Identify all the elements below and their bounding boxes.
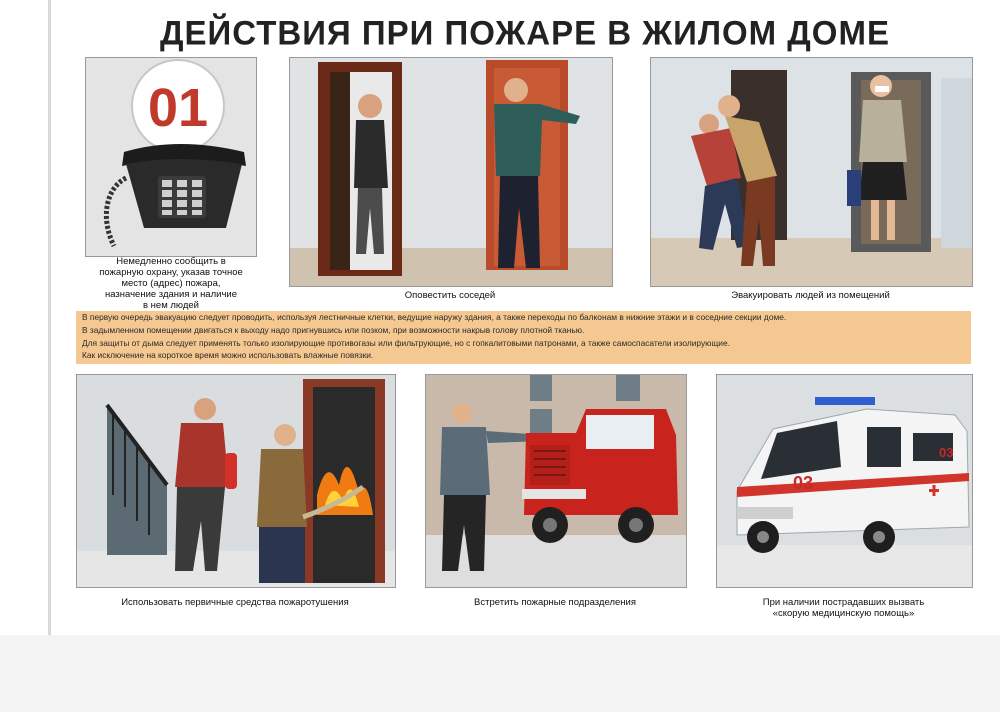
panel6-caption <box>706 597 981 619</box>
panel4-caption: Использовать первичные средства пожаротушения <box>121 597 349 608</box>
ambulance-illustration <box>717 375 972 587</box>
caption-line: «скорую медицинскую помощь» <box>772 608 915 619</box>
panel-call-ambulance <box>716 374 973 588</box>
caption-line: в нем людей <box>143 300 199 311</box>
panel-meet-fire-brigade <box>425 374 687 588</box>
sheet-edge <box>48 0 51 635</box>
panel1-caption <box>82 256 260 311</box>
scan-margin <box>0 635 1000 712</box>
panel5-caption: Встретить пожарные подразделения <box>474 597 636 608</box>
rule-line: В первую очередь эвакуацию следует проводить, используя лестничные клетки, ведущие наружу здания, а также переходы по балконам в нижние этажи и в соседние секции доме. <box>82 312 787 322</box>
caption-line: Немедленно сообщить в <box>116 256 226 267</box>
caption-line: При наличии пострадавших вызвать <box>762 597 925 608</box>
evacuation-rules <box>76 311 971 364</box>
panel3-caption: Эвакуировать людей из помещений <box>731 290 890 301</box>
panel-use-extinguisher <box>76 374 396 588</box>
evacuation-illustration <box>651 58 972 286</box>
panel-evacuate-people <box>650 57 973 287</box>
rule-line: Как исключение на короткое время можно использовать влажные повязки. <box>82 350 374 361</box>
panel2-caption: Оповестить соседей <box>404 290 496 301</box>
caption-line: назначение здания и наличие <box>105 289 237 300</box>
poster-title: ДЕЙСТВИЯ ПРИ ПОЖАРЕ В ЖИЛОМ ДОМЕ <box>160 13 890 52</box>
caption-line: пожарную охрану, указав точное <box>99 267 243 278</box>
panel-notify-neighbors <box>289 57 613 287</box>
ambulance-number-side: 03 <box>939 445 954 460</box>
rule-line: Для защиты от дыма следует применять только изолирующие противогазы или фильтрующие, но с гопкалитовыми патронами, а также самоспасатели изолирующие. <box>82 337 730 348</box>
fire-truck-illustration <box>426 375 686 587</box>
telephone-illustration <box>86 58 256 256</box>
extinguisher-illustration <box>77 375 395 587</box>
fire-number: 01 <box>147 78 209 138</box>
ambulance-number-front: 03 <box>793 473 814 493</box>
panel-call-fire-service <box>85 57 257 257</box>
rule-line: В задымленном помещении двигаться к выходу надо пригнувшись или позком, при возможности накрыв голову плотной тканью. <box>82 324 585 335</box>
caption-line: место (адрес) пожара, <box>121 278 221 289</box>
neighbors-illustration <box>290 58 612 286</box>
